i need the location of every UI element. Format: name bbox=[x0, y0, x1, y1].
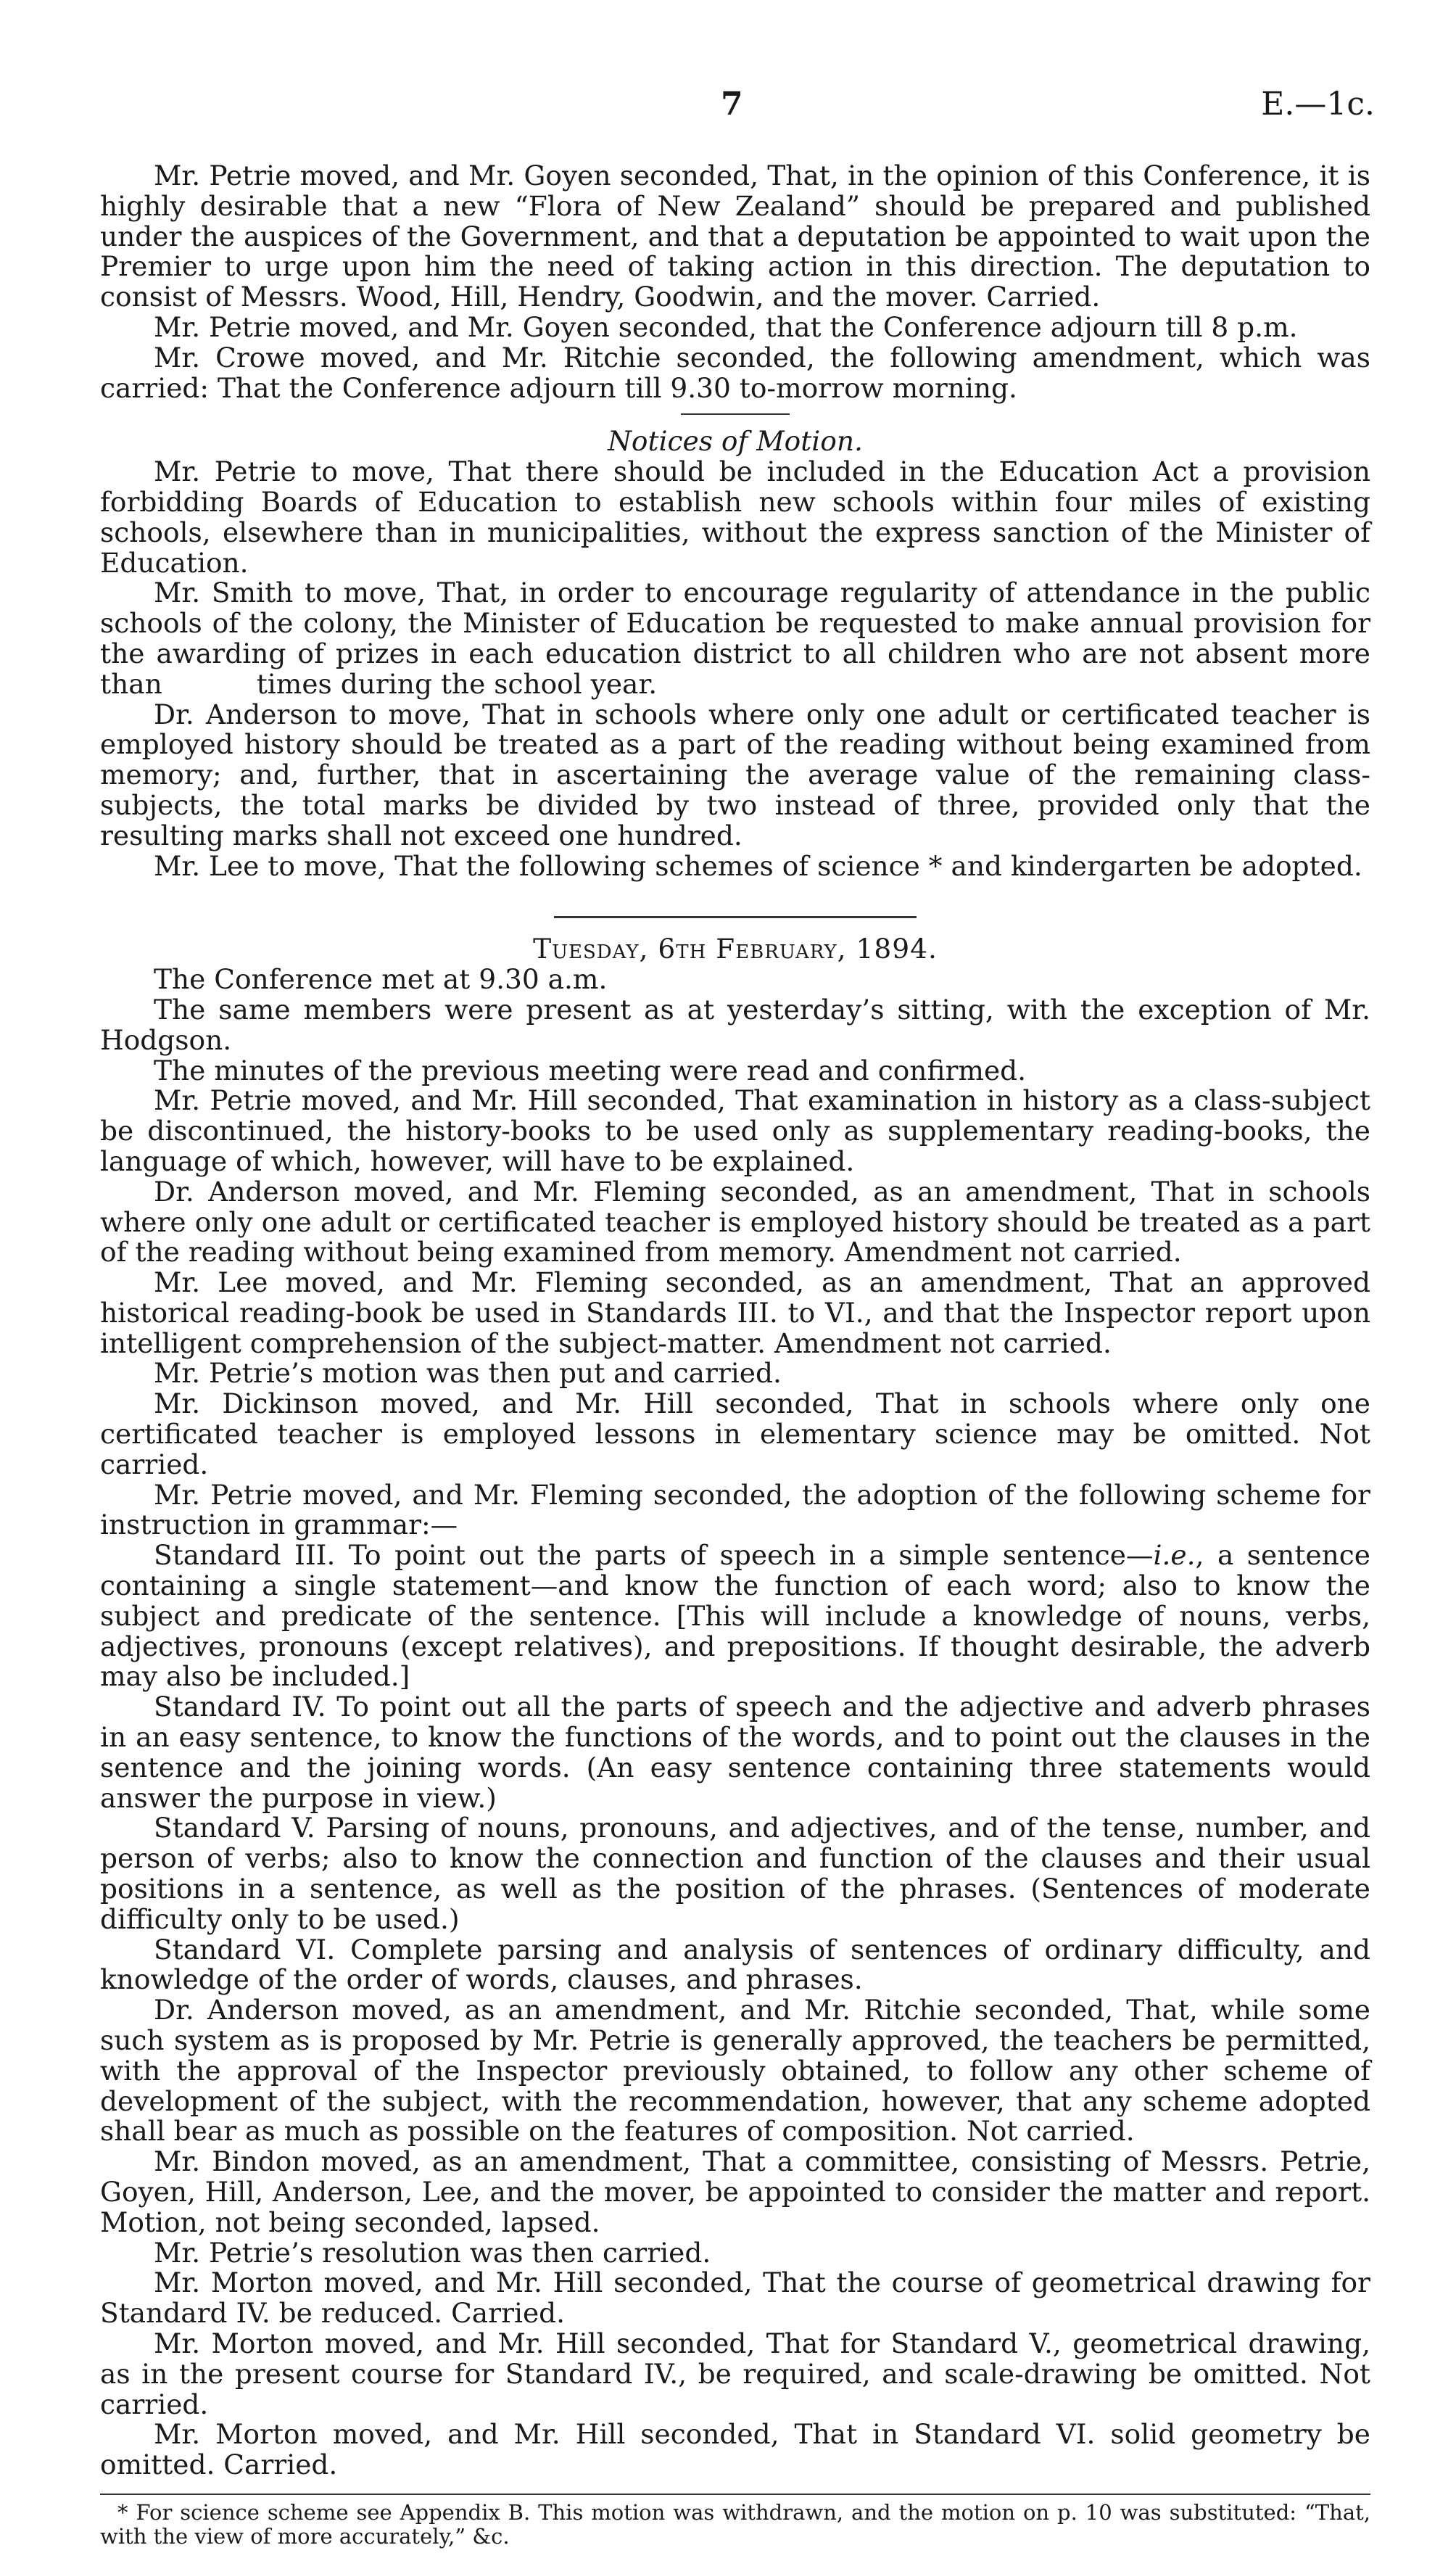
paragraph: Mr. Bindon moved, as an amendment, That a committee, consisting of Messrs. Petrie, Goyen, Hill, Anderson, Lee, and the mover, be appointed to consider the matter and report. Motion, not being seconded, lapsed. bbox=[100, 2145, 1370, 2238]
notices-heading: Notices of Motion. bbox=[608, 425, 863, 458]
notice-paragraph: Dr. Anderson to move, That in schools where only one adult or certificated teacher is employed history should be treated as a part of the reading without being examined from memory; and, further, that in ascertaining the average value of the remaining class-subjects, the total marks be divided by two instead of three, provided only that the resulting marks shall not exceed one hundred. bbox=[100, 698, 1370, 851]
standard-three-text-end: , a sentence containing a single statement—and know the function of each word; also to know the subject and predicate of the sentence. [This will include a knowledge of nouns, verbs, adjectives, pronouns (except relatives), and prepositions. If thought desirable, the adverb may also be included.] bbox=[100, 1539, 1370, 1693]
paragraph: Standard IV. To point out all the parts of speech and the adjective and adverb phrases in an easy sentence, to know the functions of the words, and to point out the clauses in the sentence and the joining words. (An easy sentence containing three statements would answer the purpose in view.) bbox=[100, 1691, 1370, 1814]
paragraph: Mr. Petrie’s motion was then put and carried. bbox=[154, 1357, 782, 1390]
date-heading: Tuesday, 6th February, 1894. bbox=[533, 933, 938, 965]
paragraph: Mr. Dickinson moved, and Mr. Hill seconded, That in schools where only one certificated teacher is employed lessons in elementary science may be omitted. Not carried. bbox=[100, 1387, 1370, 1480]
paragraph: Mr. Petrie moved, and Mr. Fleming seconded, the adoption of the following scheme for instruction in grammar:— bbox=[100, 1478, 1370, 1541]
paragraph: Mr. Morton moved, and Mr. Hill seconded, That the course of geometrical drawing for Standard IV. be reduced. Carried. bbox=[100, 2267, 1370, 2330]
notice-paragraph-smith bbox=[100, 578, 1370, 699]
smith-notice-text-end: times during the school year. bbox=[256, 667, 658, 700]
paragraph: Mr. Morton moved, and Mr. Hill seconded, That in Standard VI. solid geometry be omitted. Carried. bbox=[100, 2418, 1370, 2481]
paragraph: Mr. Petrie’s resolution was then carried. bbox=[154, 2236, 711, 2269]
notice-paragraph: Mr. Petrie to move, That there should be included in the Education Act a provision forbidding Boards of Education to establish new schools within four miles of existing schools, elsewhere than in municipalities, without the express sanction of the Minister of Education. bbox=[100, 455, 1370, 579]
page-body bbox=[100, 161, 1370, 2549]
paragraph: Mr. Lee moved, and Mr. Fleming seconded, as an amendment, That an approved historical reading-book be used in Standards III. to VI., and that the Inspector report upon intelligent comprehension of the subject-matter. Amendment not carried. bbox=[100, 1266, 1370, 1359]
paragraph: Standard VI. Complete parsing and analysis of sentences of ordinary difficulty, and knowledge of the order of words, clauses, and phrases. bbox=[100, 1933, 1370, 1996]
footnote: * For science scheme see Appendix B. This motion was withdrawn, and the motion on p. 10 was substituted: “That, with the view of more accurately,” &c. bbox=[100, 2499, 1370, 2549]
paragraph: Mr. Morton moved, and Mr. Hill seconded, That for Standard V., geometrical drawing, as in the present course for Standard IV., be required, and scale-drawing be omitted. Not carried. bbox=[100, 2327, 1370, 2420]
ie-abbreviation: i.e. bbox=[1153, 1539, 1196, 1572]
date-divider bbox=[554, 916, 917, 918]
page-number: 7 bbox=[721, 86, 743, 123]
standard-three-paragraph bbox=[100, 1541, 1370, 1692]
paragraph: Dr. Anderson moved, and Mr. Fleming seconded, as an amendment, That in schools where only one adult or certificated teacher is employed history should be treated as a part of the reading without being examined from memory. Amendment not carried. bbox=[100, 1175, 1370, 1269]
smith-notice-text: Mr. Smith to move, That, in order to encourage regularity of attendance in the public schools of the colony, the Minister of Education be requested to make annual provision for the awarding of prizes in each education district to all children who are not absent more than bbox=[100, 577, 1370, 700]
paragraph: Dr. Anderson moved, as an amendment, and Mr. Ritchie seconded, That, while some such system as is proposed by Mr. Petrie is generally approved, the teachers be permitted, with the approval of the Inspector previously obtained, to follow any other scheme of development of the subject, with the recommendation, however, that any scheme adopted shall bear as much as possible on the features of composition. Not carried. bbox=[100, 1994, 1370, 2148]
paragraph: The minutes of the previous meeting were read and confirmed. bbox=[154, 1054, 1027, 1086]
paragraph: Mr. Petrie moved, and Mr. Hill seconded, That examination in history as a class-subject be discontinued, the history-books to be used only as supplementary reading-books, the language of which, however, will have to be explained. bbox=[100, 1084, 1370, 1177]
paragraph: The Conference met at 9.30 a.m. bbox=[154, 963, 608, 996]
paragraph: Mr. Petrie moved, and Mr. Goyen seconded, that the Conference adjourn till 8 p.m. bbox=[154, 310, 1298, 343]
paragraph: Mr. Petrie moved, and Mr. Goyen seconded, That, in the opinion of this Conference, it is highly desirable that a new “Flora of New Zealand” should be prepared and published under the auspices of the Government, and that a deputation be appointed to wait upon the Premier to urge upon him the need of taking action in this direction. The deputation to consist of Messrs. Wood, Hill, Hendry, Goodwin, and the mover. Carried. bbox=[100, 160, 1370, 313]
footnote-divider bbox=[100, 2494, 1370, 2495]
standard-three-text: Standard III. To point out the parts of speech in a simple sentence— bbox=[154, 1539, 1154, 1572]
section-divider bbox=[681, 413, 790, 415]
paragraph: Standard V. Parsing of nouns, pronouns, and adjectives, and of the tense, number, and person of verbs; also to know the connection and function of the clauses and their usual positions in a sentence, as well as the position of the phrases. (Sentences of moderate difficulty only to be used.) bbox=[100, 1812, 1370, 1935]
notice-paragraph: Mr. Lee to move, That the following schemes of science * and kindergarten be adopted. bbox=[154, 849, 1362, 882]
paragraph: The same members were present as at yesterday’s sitting, with the exception of Mr. Hodgson. bbox=[100, 993, 1370, 1056]
document-reference: E.—1c. bbox=[1261, 86, 1375, 123]
page-header bbox=[0, 86, 1456, 129]
paragraph: Mr. Crowe moved, and Mr. Ritchie seconded, the following amendment, which was carried: That the Conference adjourn till 9.30 to-morrow morning. bbox=[100, 341, 1370, 404]
